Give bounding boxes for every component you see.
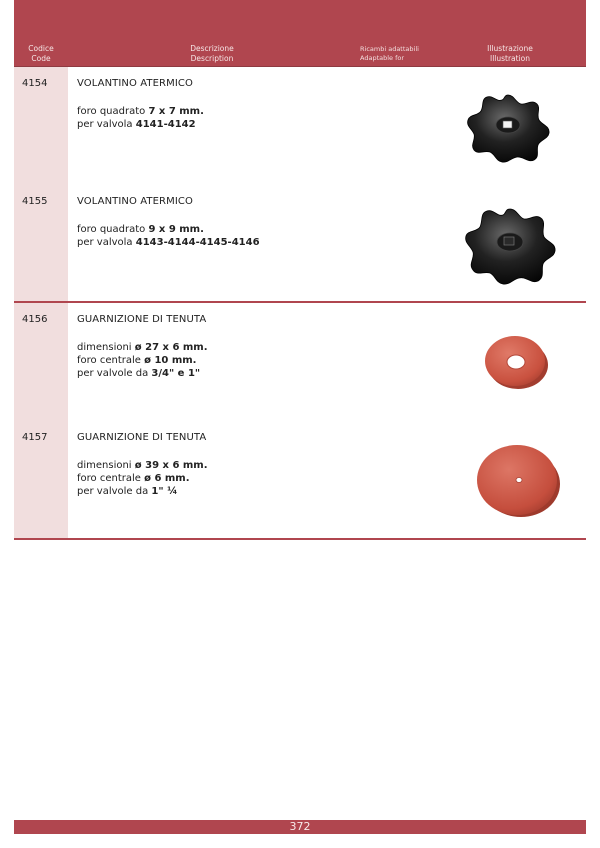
- detail-value: ø 27 x 6 mm.: [134, 342, 208, 353]
- header-desc-en: Description: [190, 53, 234, 63]
- table-row: [14, 303, 586, 421]
- detail-label: foro quadrato: [77, 224, 149, 235]
- header-code-it: Codice: [28, 44, 54, 53]
- header-code-en: Code: [31, 53, 51, 63]
- page-footer: [14, 820, 586, 834]
- detail-label: dimensioni: [77, 460, 135, 471]
- detail-label: dimensioni: [77, 342, 135, 353]
- item-title: VOLANTINO ATERMICO: [77, 196, 193, 207]
- table-row: [14, 185, 586, 303]
- item-details: [77, 341, 208, 380]
- item-details: [77, 105, 204, 131]
- detail-label: per valvola: [77, 237, 136, 248]
- detail-label: per valvole da: [77, 368, 152, 379]
- detail-value: ø 39 x 6 mm.: [134, 460, 208, 471]
- detail-value: 9 x 9 mm.: [148, 224, 204, 235]
- detail-value: 3/4" e 1": [151, 368, 201, 379]
- item-title: GUARNIZIONE DI TENUTA: [77, 432, 207, 443]
- header-ric-it: Ricambi adattabili: [360, 45, 419, 53]
- detail-label: foro centrale: [77, 355, 145, 366]
- detail-value: 4143-4144-4145-4146: [135, 237, 260, 248]
- item-details: [77, 459, 208, 498]
- red-gasket-icon: [480, 331, 552, 393]
- detail-value: 1" ¼: [151, 486, 178, 497]
- header-illustration: [454, 44, 566, 63]
- item-title: GUARNIZIONE DI TENUTA: [77, 314, 207, 325]
- detail-value: 4141-4142: [135, 119, 196, 130]
- detail-value: ø 6 mm.: [144, 473, 190, 484]
- detail-label: per valvole da: [77, 486, 152, 497]
- table-row: [14, 67, 586, 185]
- item-title: VOLANTINO ATERMICO: [77, 78, 193, 89]
- detail-value: 7 x 7 mm.: [148, 106, 204, 117]
- header-ric-en: Adaptable for: [360, 53, 405, 62]
- header-ill-en: Illustration: [489, 53, 531, 63]
- red-gasket-icon: [472, 439, 564, 523]
- detail-label: per valvola: [77, 119, 136, 130]
- item-details: [77, 223, 260, 249]
- detail-value: ø 10 mm.: [144, 355, 197, 366]
- header-desc-it: Descrizione: [190, 44, 234, 53]
- item-code: 4157: [22, 432, 48, 443]
- table-header: [14, 0, 586, 67]
- header-ill-it: Illustrazione: [487, 44, 533, 53]
- header-adaptable: [360, 45, 450, 62]
- section-divider: [14, 538, 586, 540]
- table-row: [14, 421, 586, 539]
- detail-label: foro quadrato: [77, 106, 149, 117]
- item-code: 4156: [22, 314, 48, 325]
- black-star-knob-icon: [466, 91, 550, 163]
- header-description: [68, 44, 356, 63]
- header-code: [14, 44, 68, 63]
- item-code: 4154: [22, 78, 48, 89]
- page-number: 372: [289, 820, 311, 833]
- black-star-knob-icon: [464, 205, 556, 285]
- item-code: 4155: [22, 196, 48, 207]
- detail-label: foro centrale: [77, 473, 145, 484]
